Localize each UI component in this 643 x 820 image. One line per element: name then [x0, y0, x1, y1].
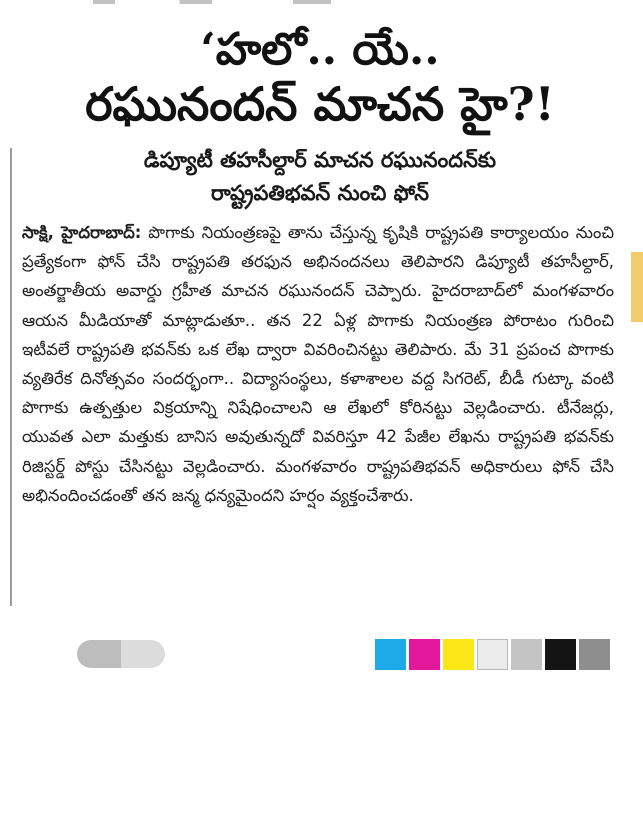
color-swatch-4: [477, 639, 508, 670]
column-rule: [10, 148, 12, 606]
print-registration-pill: [77, 640, 165, 668]
color-swatch-3: [443, 639, 474, 670]
color-swatch-5: [511, 639, 542, 670]
headline-line-1: ‘హలో.. యే..: [200, 24, 440, 75]
pill-left-segment: [77, 640, 121, 668]
side-tab-marker: [631, 252, 643, 322]
body-text: పొగాకు నియంత్రణపై తాను చేస్తున్న కృషికి రాష్ట్రపతి కార్యాలయం నుంచి ప్రత్యేకంగా ఫోన్ చేసి రాష్ట్రపతి తరఫున అభినందనలు తెలిపారని డిప్యూటీ తహసీల్దార్, అంతర్జాతీయ అవార్డు గ్రహీత మాచన రఘునందన్ చెప్పారు. హైదరాబాద్‌లో మంగళవారం ఆయన మీడియాతో మాట్లాడుతూ.. తన 22 ఏళ్ల పొగాకు నియంత్రణ పోరాటం గురించి ఇటీవలే రాష్ట్రపతి భవన్‌కు ఒక లేఖ ద్వారా వివరించినట్టు తెలిపారు. మే 31 ప్రపంచ పొగాకు వ్యతిరేక దినోత్సవం సందర్భంగా.. విద్యాసంస్థలు, కళాశాలల వద్ద సిగరెట్, బీడీ గుట్కా వంటి పొగాకు ఉత్పత్తుల విక్రయాన్ని నిషేధించాలని ఆ లేఖలో కోరినట్టు వెల్లడించారు. టీనేజర్లు, యువత ఎలా మత్తుకు బానిస అవుతున్నదో వివరిస్తూ 42 పేజీల లేఖను రాష్ట్రపతి భవన్‌కు రిజిస్టర్డ్ పోస్టు చేసినట్టు వెల్లడించారు. మంగళవారం రాష్ట్రపతిభవన్ అధికారులు ఫోన్ చేసి అభినందించడంతో తన జన్మ ధన్యమైందని హర్షం వ్యక్తంచేశారు.: [22, 223, 614, 505]
color-swatch-7: [579, 639, 610, 670]
subheadline-line-1: డిప్యూటీ తహసీల్దార్ మాచన రఘునందన్‌కు: [143, 148, 497, 172]
article-body: [22, 218, 614, 618]
color-swatch-6: [545, 639, 576, 670]
headline-line-2: రఘునందన్ మాచన హై?!: [85, 77, 555, 131]
subheadline-line-2: రాష్ట్రపతిభవన్ నుంచి ఫోన్: [210, 181, 429, 205]
dateline: సాక్షి, హైదరాబాద్:: [22, 223, 142, 242]
cropped-text-edge: [50, 0, 590, 4]
color-swatch-2: [409, 639, 440, 670]
pill-right-segment: [121, 640, 165, 668]
color-registration-bar: [375, 639, 610, 670]
color-swatch-1: [375, 639, 406, 670]
